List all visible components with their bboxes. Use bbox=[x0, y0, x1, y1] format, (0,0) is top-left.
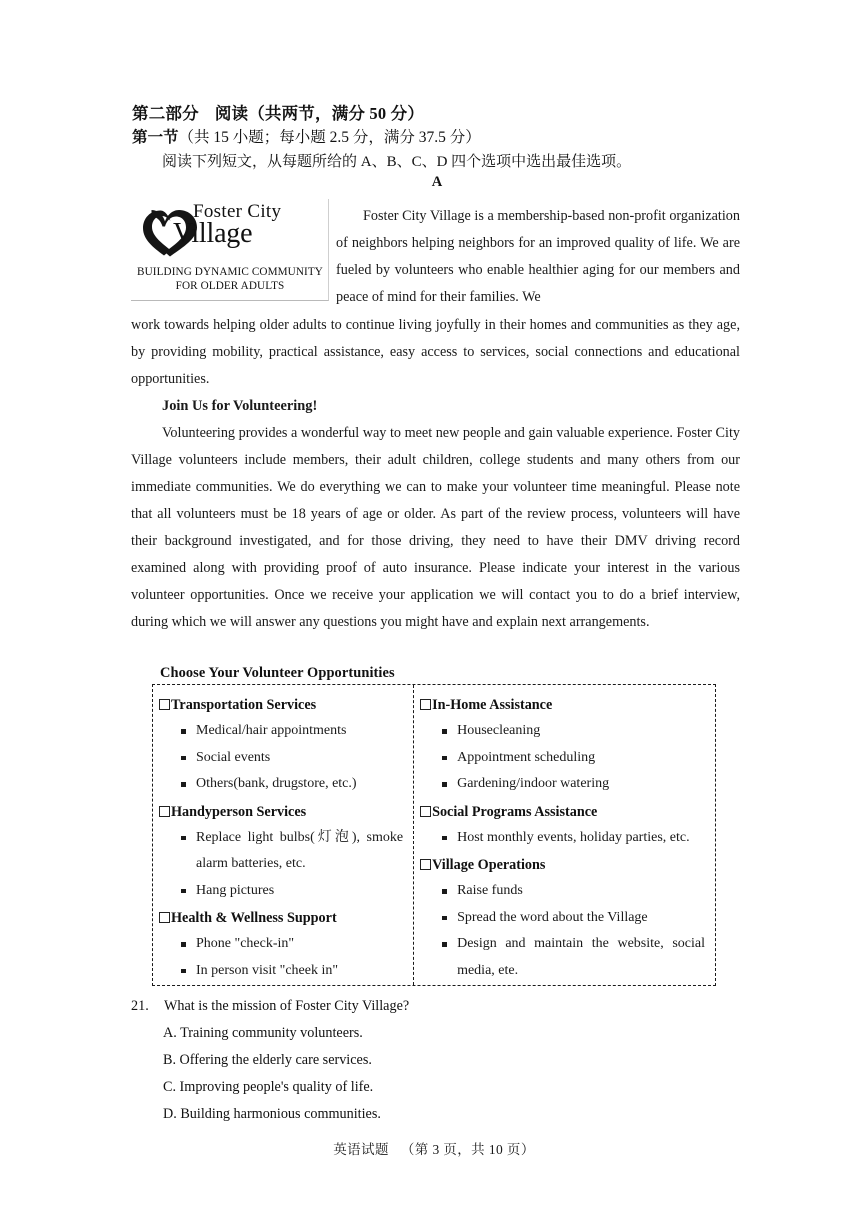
section-detail: （共 15 小题；每小题 2.5 分，满分 37.5 分） bbox=[178, 129, 481, 146]
join-us-heading: Join Us for Volunteering! bbox=[162, 398, 318, 414]
checkbox-health-wellness-support[interactable] bbox=[159, 912, 170, 923]
opportunities-title: Choose Your Volunteer Opportunities bbox=[160, 665, 395, 681]
group-label: Health & Wellness Support bbox=[171, 910, 337, 926]
list-item: Medical/hair appointments bbox=[181, 718, 405, 745]
checkbox-village-operations[interactable] bbox=[420, 859, 431, 870]
list-item: Social events bbox=[181, 745, 405, 772]
question-21-choices bbox=[163, 1020, 381, 1128]
opportunities-table bbox=[152, 684, 716, 986]
reading-instruction: 阅读下列短文，从每题所给的 A、B、C、D 四个选项中选出最佳选项。 bbox=[162, 154, 632, 170]
volunteering-paragraph: Volunteering provides a wonderful way to meet new people and gain valuable experience. Foster City Village volunteers include members, their adult children, college students and many others from our immediate communities. We do everything we can to make your volunteer time meaningful. Please note that all volunteers must be 18 years of age or older. As part of the review process, volunteers will have their background investigated, and for those driving, they need to have their DMV driving record examined along with providing proof of auto insurance. Please indicate your interest in the various volunteer opportunities. Once we receive your application we will contact you to do a brief interview, during which we will answer any questions you might have and explain next arrangements. bbox=[131, 425, 740, 630]
question-number: 21. bbox=[131, 998, 149, 1014]
checkbox-handyperson-services[interactable] bbox=[159, 806, 170, 817]
logo-line-2: Village bbox=[173, 218, 253, 249]
list-item: Raise funds bbox=[442, 878, 707, 905]
part-heading bbox=[132, 102, 742, 125]
section-label: 第一节 bbox=[132, 129, 179, 146]
choice-a[interactable]: A. Training community volunteers. bbox=[163, 1025, 363, 1041]
logo-tagline-line-1: BUILDING DYNAMIC COMMUNITY bbox=[137, 266, 323, 278]
footer-pagination: （第 3 页，共 10 页） bbox=[400, 1142, 535, 1157]
passage-intro: Foster City Village is a membership-based non-profit organization of neighbors helping neighbors for an improved quality of life. We are fueled by volunteers who enable healthier aging for our members and peace of mind for their families. We bbox=[336, 208, 740, 305]
checkbox-in-home-assistance[interactable] bbox=[420, 699, 431, 710]
opportunities-left-column bbox=[153, 685, 414, 985]
list-item: Gardening/indoor watering bbox=[442, 771, 707, 798]
choice-d[interactable]: D. Building harmonious communities. bbox=[163, 1106, 381, 1122]
checkbox-social-programs-assistance[interactable] bbox=[420, 806, 431, 817]
items-health-wellness bbox=[159, 931, 405, 984]
group-label: Social Programs Assistance bbox=[432, 803, 598, 820]
items-village-operations bbox=[420, 878, 707, 984]
logo-tagline bbox=[131, 265, 329, 293]
list-item: In person visit "cheek in" bbox=[181, 958, 405, 985]
question-21 bbox=[131, 993, 409, 1020]
items-social-programs bbox=[420, 825, 707, 852]
checkbox-transportation-services[interactable] bbox=[159, 699, 170, 710]
logo-wordmark bbox=[173, 201, 329, 249]
group-heading-village-operations bbox=[420, 852, 707, 878]
part-title: 阅读（共两节，满分 50 分） bbox=[214, 104, 425, 123]
logo-top bbox=[131, 199, 328, 261]
list-item: Phone "check-in" bbox=[181, 931, 405, 958]
opportunities-right-column bbox=[414, 685, 715, 985]
list-item: Others(bank, drugstore, etc.) bbox=[181, 771, 405, 798]
choice-c[interactable]: C. Improving people's quality of life. bbox=[163, 1079, 374, 1095]
question-text: What is the mission of Foster City Village? bbox=[164, 998, 410, 1014]
footer-subject: 英语试题 bbox=[333, 1142, 389, 1157]
items-handyperson bbox=[159, 825, 405, 905]
group-heading-in-home bbox=[420, 692, 707, 718]
logo-tagline-line-2: FOR OLDER ADULTS bbox=[175, 280, 285, 292]
list-item: Host monthly events, holiday parties, etc. bbox=[442, 825, 707, 852]
foster-city-village-logo bbox=[131, 199, 329, 301]
items-in-home bbox=[420, 718, 707, 798]
passage-intro-continued: work towards helping older adults to continue living joyfully in their homes and communities as they age, by providing mobility, practical assistance, easy access to services, social connections and educational opportunities. bbox=[131, 317, 740, 387]
items-transportation bbox=[159, 718, 405, 798]
logo-line-1: Foster City bbox=[193, 201, 282, 222]
part-label: 第二部分 bbox=[132, 104, 199, 123]
section-header bbox=[132, 102, 742, 190]
choice-b[interactable]: B. Offering the elderly care services. bbox=[163, 1052, 372, 1068]
group-label: Handyperson Services bbox=[171, 803, 307, 820]
group-heading-handyperson bbox=[159, 799, 405, 825]
passage-letter: A bbox=[431, 174, 443, 190]
section-heading bbox=[132, 126, 742, 149]
group-heading-social-programs bbox=[420, 799, 707, 825]
list-item: Appointment scheduling bbox=[442, 745, 707, 772]
list-item: Spread the word about the Village bbox=[442, 905, 707, 932]
group-label: In-Home Assistance bbox=[432, 697, 553, 713]
list-item: Housecleaning bbox=[442, 718, 707, 745]
group-label: Transportation Services bbox=[171, 697, 317, 713]
group-label: Village Operations bbox=[432, 857, 546, 873]
group-heading-health-wellness bbox=[159, 905, 405, 931]
group-heading-transportation bbox=[159, 692, 405, 718]
list-item: Hang pictures bbox=[181, 878, 405, 905]
list-item: Replace light bulbs(灯泡), smoke alarm batteries, etc. bbox=[181, 825, 405, 878]
list-item: Design and maintain the website, social media, ete. bbox=[442, 931, 707, 984]
page-footer bbox=[0, 1138, 868, 1158]
